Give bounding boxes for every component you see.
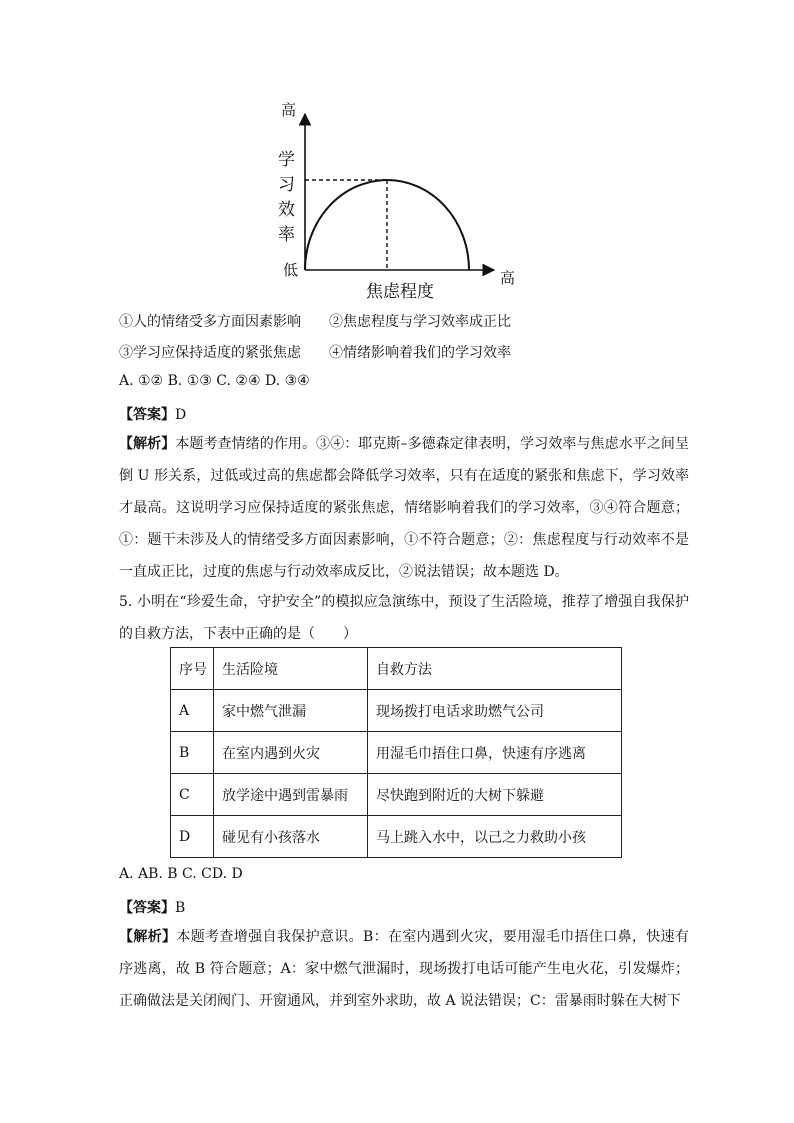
chart-svg <box>270 96 530 306</box>
choices-q4: A. ①② B. ①③ C. ②④ D. ③④ <box>119 373 310 389</box>
table-cell: 现场拨打电话求助燃气公司 <box>368 690 622 732</box>
option-2: ②焦虑程度与学习效率成正比 <box>329 314 511 330</box>
table-cell: 用湿毛巾捂住口鼻，快速有序逃离 <box>368 732 622 774</box>
anxiety-efficiency-chart <box>270 96 530 306</box>
analysis-text: 本题考查增强自我保护意识。B：在室内遇到火灾，要用湿毛巾捂住口鼻，快速有序逃离，故 B 符合题意；A：家中燃气泄漏时，现场拨打电话可能产生电火花，引发爆炸；正确做法是关闭阀门、开窗通风，并到室外求助，故 A 说法错误；C：雷暴雨时躲在大树下 <box>119 929 689 1009</box>
analysis-text: 本题考查情绪的作用。③④：耶克斯–多德森定律表明，学习效率与焦虑水平之间呈倒 U 形关系，过低或过高的焦虑都会降低学习效率，只有在适度的紧张和焦虑下，学习效率才最高。这说明学习应保持适度的紧张焦虑，情绪影响着我们的学习效率，③④符合题意；①：题干未涉及人的情绪受多方面因素影响，①不符合题意；②：焦虑程度与行动效率不是一直成正比，过度的焦虑与行动效率成反比，②说法错误；故本题选 D。 <box>119 436 690 580</box>
y-axis-low-label: 低 <box>283 261 299 279</box>
option-1: ①人的情绪受多方面因素影响 <box>119 314 301 330</box>
options-line-2 <box>119 342 511 362</box>
answer-value: D <box>175 407 187 423</box>
answer-q5 <box>119 897 185 917</box>
answer-q4 <box>119 404 186 424</box>
option-3: ③学习应保持适度的紧张焦虑 <box>119 345 301 361</box>
table-cell: D <box>171 816 214 858</box>
table-row <box>171 690 622 732</box>
y-axis-high-label: 高 <box>281 101 297 119</box>
options-line-1 <box>119 311 511 331</box>
table-header-row <box>171 648 622 690</box>
safety-table <box>170 647 622 858</box>
analysis-q5 <box>119 921 689 1017</box>
table-row <box>171 816 622 858</box>
table-cell: B <box>171 732 214 774</box>
answer-label: 【答案】 <box>119 900 175 916</box>
analysis-q4 <box>119 428 689 588</box>
table-header-cell: 生活险境 <box>214 648 368 690</box>
analysis-label: 【解析】 <box>119 929 177 945</box>
table-header-cell: 自救方法 <box>368 648 622 690</box>
x-axis-high-label: 高 <box>500 269 516 287</box>
table-cell: A <box>171 690 214 732</box>
table-cell: 放学途中遇到雷暴雨 <box>214 774 368 816</box>
answer-label: 【答案】 <box>119 407 175 423</box>
option-4: ④情绪影响着我们的学习效率 <box>329 345 511 361</box>
analysis-label: 【解析】 <box>119 436 176 452</box>
x-axis-title: 焦虑程度 <box>366 282 434 302</box>
table-row <box>171 774 622 816</box>
table-row <box>171 732 622 774</box>
table-cell: 尽快跑到附近的大树下躲避 <box>368 774 622 816</box>
table-cell: C <box>171 774 214 816</box>
table-cell: 家中燃气泄漏 <box>214 690 368 732</box>
question-5: 5. 小明在“珍爱生命，守护安全”的模拟应急演练中，预设了生活险境，推荐了增强自我保护的自救方法，下表中正确的是（ ） <box>119 594 689 642</box>
table-cell: 在室内遇到火灾 <box>214 732 368 774</box>
answer-value: B <box>175 900 186 916</box>
table-header-cell: 序号 <box>171 648 214 690</box>
table-cell: 碰见有小孩落水 <box>214 816 368 858</box>
chart-marks <box>305 180 469 270</box>
table-cell: 马上跳入水中，以己之力救助小孩 <box>368 816 622 858</box>
choices-q5: A. AB. B C. CD. D <box>119 866 243 882</box>
y-axis-title: 学习效率 <box>278 150 295 245</box>
